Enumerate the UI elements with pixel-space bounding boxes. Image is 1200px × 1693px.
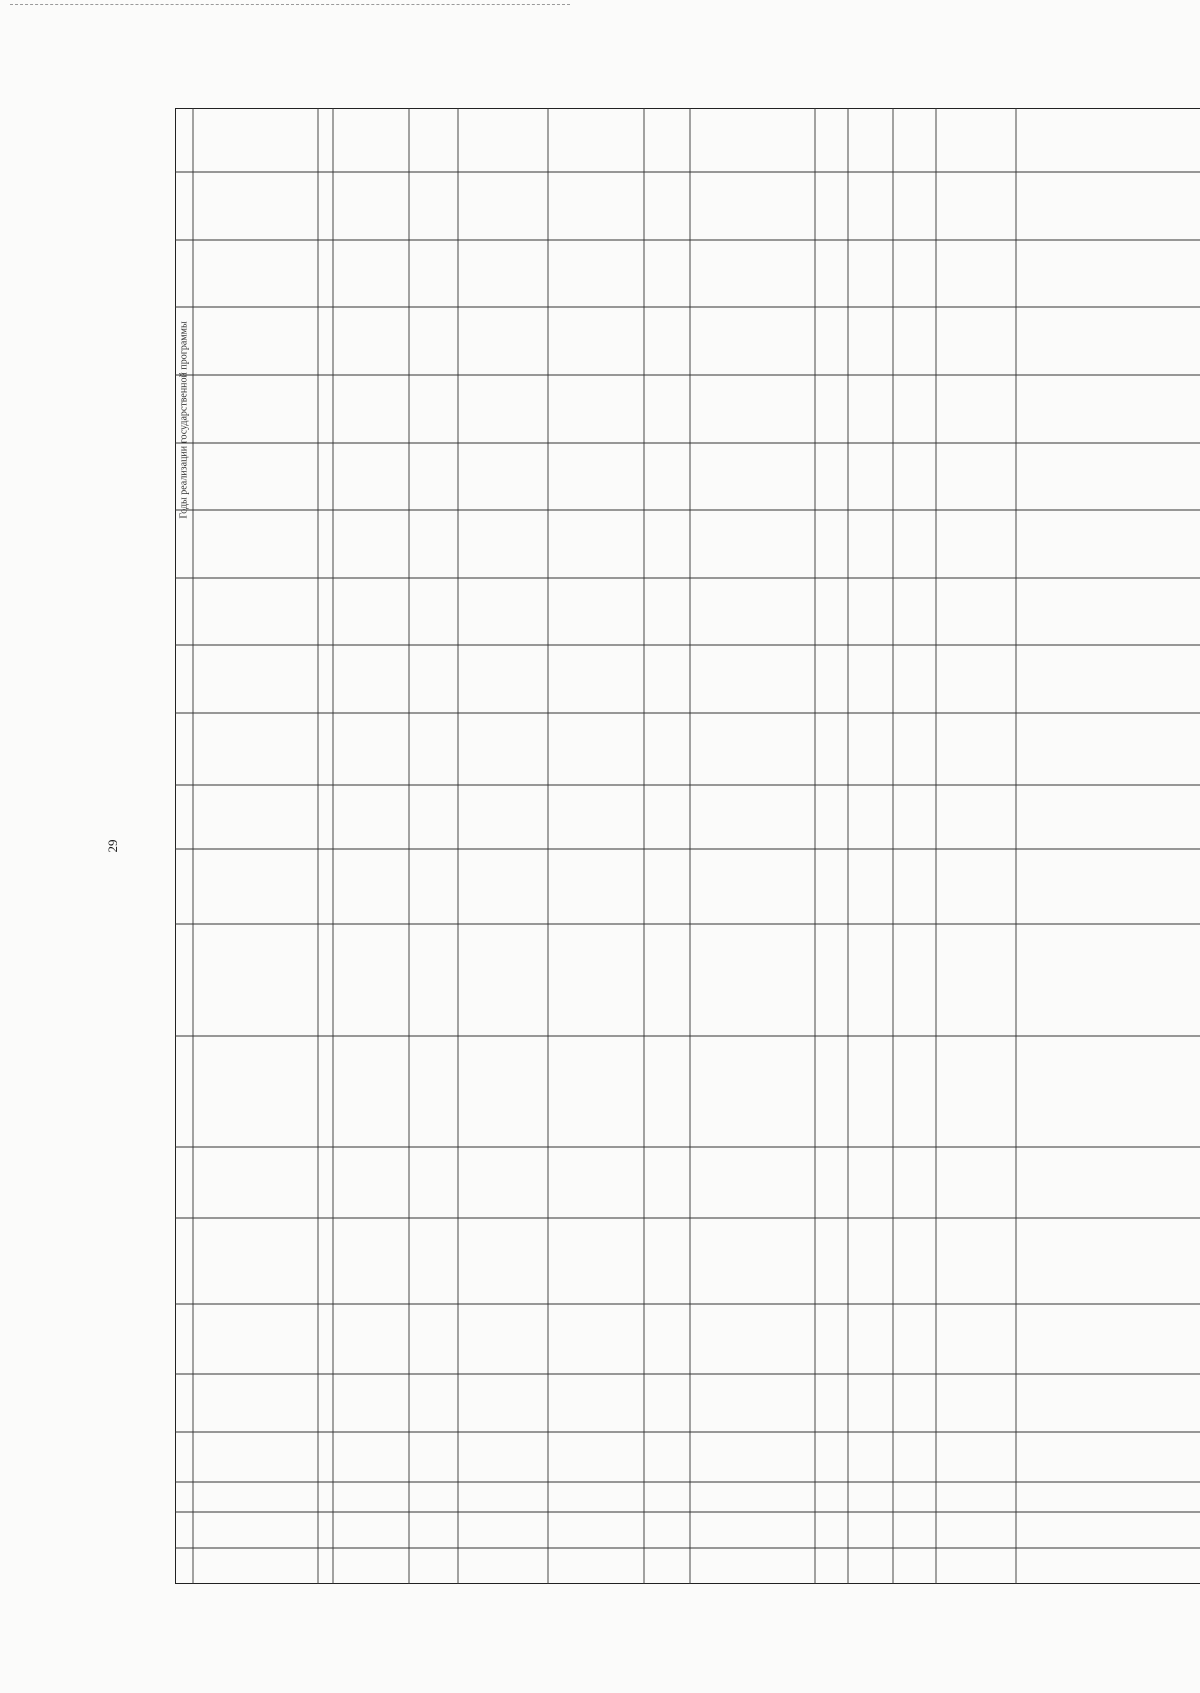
page-number: 29 [105, 839, 120, 853]
years-group-header: Годы реализации государственной программы [178, 321, 190, 519]
